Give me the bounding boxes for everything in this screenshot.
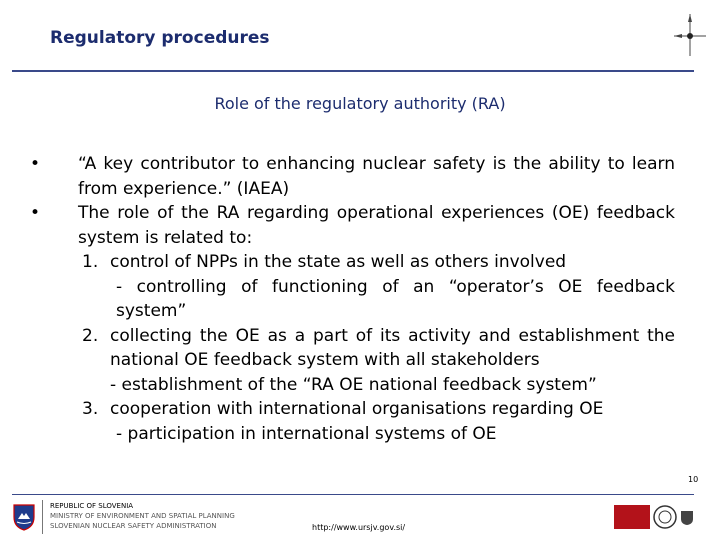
numbered-item [30, 324, 675, 373]
page-number: 10 [688, 475, 699, 484]
slide-body [30, 152, 675, 446]
organization-block [50, 501, 235, 531]
org-line: REPUBLIC OF SLOVENIA [50, 502, 134, 510]
item-number: 1. [82, 252, 99, 272]
bullet-item [30, 152, 675, 201]
sub-item: - establishment of the “RA OE national feedback system” [110, 374, 597, 395]
bullet-text: “A key contributor to enhancing nuclear safety is the ability to learn from experience.” (IAEA) [78, 154, 675, 199]
slide-title: Regulatory procedures [50, 28, 270, 48]
header-divider [12, 70, 694, 72]
item-number: 3. [82, 399, 99, 419]
footer-divider [12, 494, 694, 495]
coat-of-arms-icon [12, 503, 36, 531]
footer-separator [42, 500, 43, 534]
bullet-marker: • [30, 154, 41, 174]
item-text: collecting the OE as a part of its activity and establishment the national OE feedback system with all stakeholders [110, 325, 675, 370]
sub-item: - participation in international systems of OE [116, 423, 497, 444]
item-number: 2. [82, 325, 99, 346]
certification-badge-icon [614, 505, 650, 529]
numbered-item [30, 250, 675, 275]
bullet-item [30, 201, 675, 250]
bullet-text: The role of the RA regarding operational experiences (OE) feedback system is related to: [78, 203, 675, 248]
bureau-veritas-seal-icon [652, 504, 678, 530]
compass-logo-icon [670, 10, 710, 60]
bv-logo-icon [680, 510, 694, 526]
slide-subtitle: Role of the regulatory authority (RA) [214, 94, 506, 113]
numbered-item [30, 397, 675, 422]
website-link[interactable]: http://www.ursjv.gov.si/ [312, 523, 406, 532]
sub-item: - controlling of functioning of an “operator’s OE feedback system” [116, 276, 675, 321]
item-text: control of NPPs in the state as well as others involved [110, 252, 567, 272]
item-text: cooperation with international organisations regarding OE [110, 399, 604, 419]
bullet-marker: • [30, 203, 41, 223]
org-line: MINISTRY OF ENVIRONMENT AND SPATIAL PLANNING [50, 512, 235, 520]
org-line: SLOVENIAN NUCLEAR SAFETY ADMINISTRATION [50, 522, 217, 530]
